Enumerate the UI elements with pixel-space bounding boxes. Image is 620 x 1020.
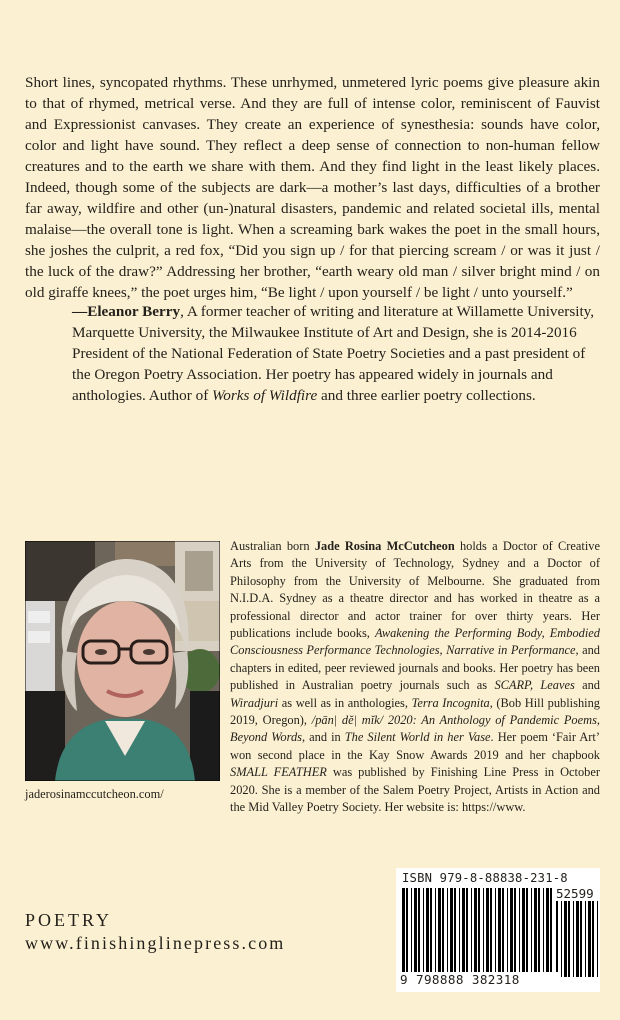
barcode-bar — [531, 888, 532, 978]
barcode-bar — [585, 901, 586, 977]
barcode-bar — [406, 888, 408, 978]
barcode-bar — [510, 888, 513, 978]
back-cover-blurb: Short lines, syncopated rhythms. These unrhymed, unmetered lyric poems give pleasure akin to that of rhymed, metrical verse. And they are full of intense color, reminiscent of Fauvist and Expressionist canvases. They create an experience of synesthesia: sounds have color, color and light have sound. They reflect a deep sense of connection to non-human fellow creatures and to the earth we share with them. And they find light in the least likely places. Indeed, though some of the subjects are dark—a mother’s last days, difficulties of a brother far away, wildfire and other (un-)natural disasters, pandemic and related societal ills, mental malaise—the overall tone is light. When a screaming bark wakes the poet in the small hours, she joshes the culprit, a red fox, “Did you sign up / for that piercing scream / or was it just / the luck of the draw?” Addressing her brother, “earth weary old man / silver bright mind / on old giraffe knees,” the poet urges him, “Be light / upon yourself / be light / unto yourself.” — [25, 74, 600, 301]
barcode-bar — [418, 888, 420, 978]
bio-text: , and in — [301, 730, 345, 745]
author-name: Jade Rosina McCutcheon — [314, 539, 455, 553]
barcode-bar — [402, 888, 405, 978]
barcode-bar — [561, 901, 562, 977]
attribution-book-title: Works of Wildfire — [212, 387, 318, 404]
barcode-bar — [526, 888, 528, 978]
barcode-bar — [502, 888, 504, 978]
barcode-bar — [471, 888, 472, 978]
barcode-bar — [466, 888, 468, 978]
barcode-bar — [478, 888, 480, 978]
barcode-bar — [588, 901, 591, 977]
author-photo — [25, 541, 220, 781]
bio-text: was published by Finishing Line Press in October 2020. She is a member of the Salem Poetry Project, Artists in Action and the Mid Valley Poetry Society. Her website is: https://www. — [230, 765, 600, 815]
barcode-bar — [483, 888, 484, 978]
barcode-bar — [543, 888, 544, 978]
barcode-bar — [495, 888, 496, 978]
bio-book-titles: Awakening the Performing Body, Embodied Consciousness Performance Technologies, Narrative in Performance — [230, 626, 600, 658]
barcode-bar — [414, 888, 417, 978]
bio-text: , (Bob Hill publishing 2019, Oregon), — [230, 695, 600, 728]
barcode-bar — [592, 901, 594, 977]
bio-journal-title: Wiradjuri — [230, 695, 279, 710]
bio-journal-titles: SCARP, Leaves — [494, 678, 575, 693]
barcode-bar — [556, 901, 558, 977]
author-bio — [230, 538, 600, 817]
barcode-bar — [522, 888, 525, 978]
barcode-bar — [498, 888, 501, 978]
blurb-attribution — [72, 301, 602, 406]
barcode-bar — [435, 888, 436, 978]
barcode-bar — [546, 888, 549, 978]
ean-barcode-bars — [402, 888, 552, 978]
attribution-name: —Eleanor Berry — [72, 303, 181, 320]
bio-text: as well as in anthologies, — [278, 695, 412, 710]
barcode-bar — [450, 888, 453, 978]
barcode-bar — [447, 888, 448, 978]
bio-text: holds a Doctor of Creative Arts from the University of Technology, Sydney and a Doctor of Philosophy from the University of Melbourne. She graduated from N.I.D.A. Sydney as a theatre director and has worked in theatre as a professional director and actor trainer for over thirty years. Her publications include books, — [230, 539, 600, 641]
barcode-bar — [411, 888, 412, 978]
barcode-bar — [462, 888, 465, 978]
barcode-bar — [576, 901, 579, 977]
barcode-bar — [507, 888, 508, 978]
bio-anthology-title: The Silent World in her Vase — [344, 730, 491, 745]
barcode-bar — [514, 888, 516, 978]
barcode-bar — [426, 888, 429, 978]
bio-text: , and chapters in edited, peer reviewed journals and books. Her poetry has been published in Australian poetry journals such as — [230, 643, 600, 693]
bio-text: . Her poem ‘Fair Art’ won second place in the Kay Snow Awards 2019 and her chapbook — [230, 730, 601, 762]
barcode-bar — [430, 888, 432, 978]
bio-anthology-titles: /pān| dĕ| mĭk/ 2020: An Anthology of Pandemic Poems, Beyond Words — [230, 713, 600, 745]
barcode-bar — [538, 888, 540, 978]
addon-barcode-bars — [556, 901, 598, 977]
barcode-bar — [442, 888, 444, 978]
publisher-website[interactable]: www.finishinglinepress.com — [25, 933, 286, 953]
barcode-bar — [459, 888, 460, 978]
barcode-bar — [438, 888, 441, 978]
genre-label: POETRY — [25, 910, 113, 930]
barcode-bar — [550, 888, 552, 978]
barcode-bar — [573, 901, 574, 977]
price-addon-digits: 52599 — [556, 886, 594, 901]
barcode-bar — [564, 901, 567, 977]
barcode-bar — [490, 888, 492, 978]
barcode-bar — [580, 901, 582, 977]
attribution-text-1: , A former teacher of writing and literature at Willamette University, Marquette University, the Milwaukee Institute of Art and Design, she is 2014-2016 President of the National Federation of State Poetry Societies and a past president of the Oregon Poetry Association. Her poetry has appeared widely in journals and anthologies. Author of — [72, 303, 595, 404]
barcode-bar — [474, 888, 477, 978]
bio-anthology-title: Terra Incognita — [411, 695, 490, 710]
bio-chapbook-title: SMALL FEATHER — [230, 765, 327, 780]
barcode-bar — [597, 901, 598, 977]
barcode-bar — [519, 888, 520, 978]
bio-text: Australian born — [230, 539, 315, 553]
barcode-bar — [534, 888, 537, 978]
author-website[interactable]: jaderosinamccutcheon.com/ — [25, 787, 164, 801]
isbn-barcode — [396, 868, 600, 992]
barcode-bar — [568, 901, 570, 977]
ean-digits: 9 798888 382318 — [400, 972, 560, 987]
barcode-bar — [486, 888, 489, 978]
barcode-bar — [454, 888, 456, 978]
bio-text: and — [574, 678, 600, 693]
barcode-bar — [423, 888, 424, 978]
attribution-text-2: and three earlier poetry collections. — [317, 387, 536, 404]
isbn-number: ISBN 979-8-88838-231-8 — [402, 871, 568, 885]
